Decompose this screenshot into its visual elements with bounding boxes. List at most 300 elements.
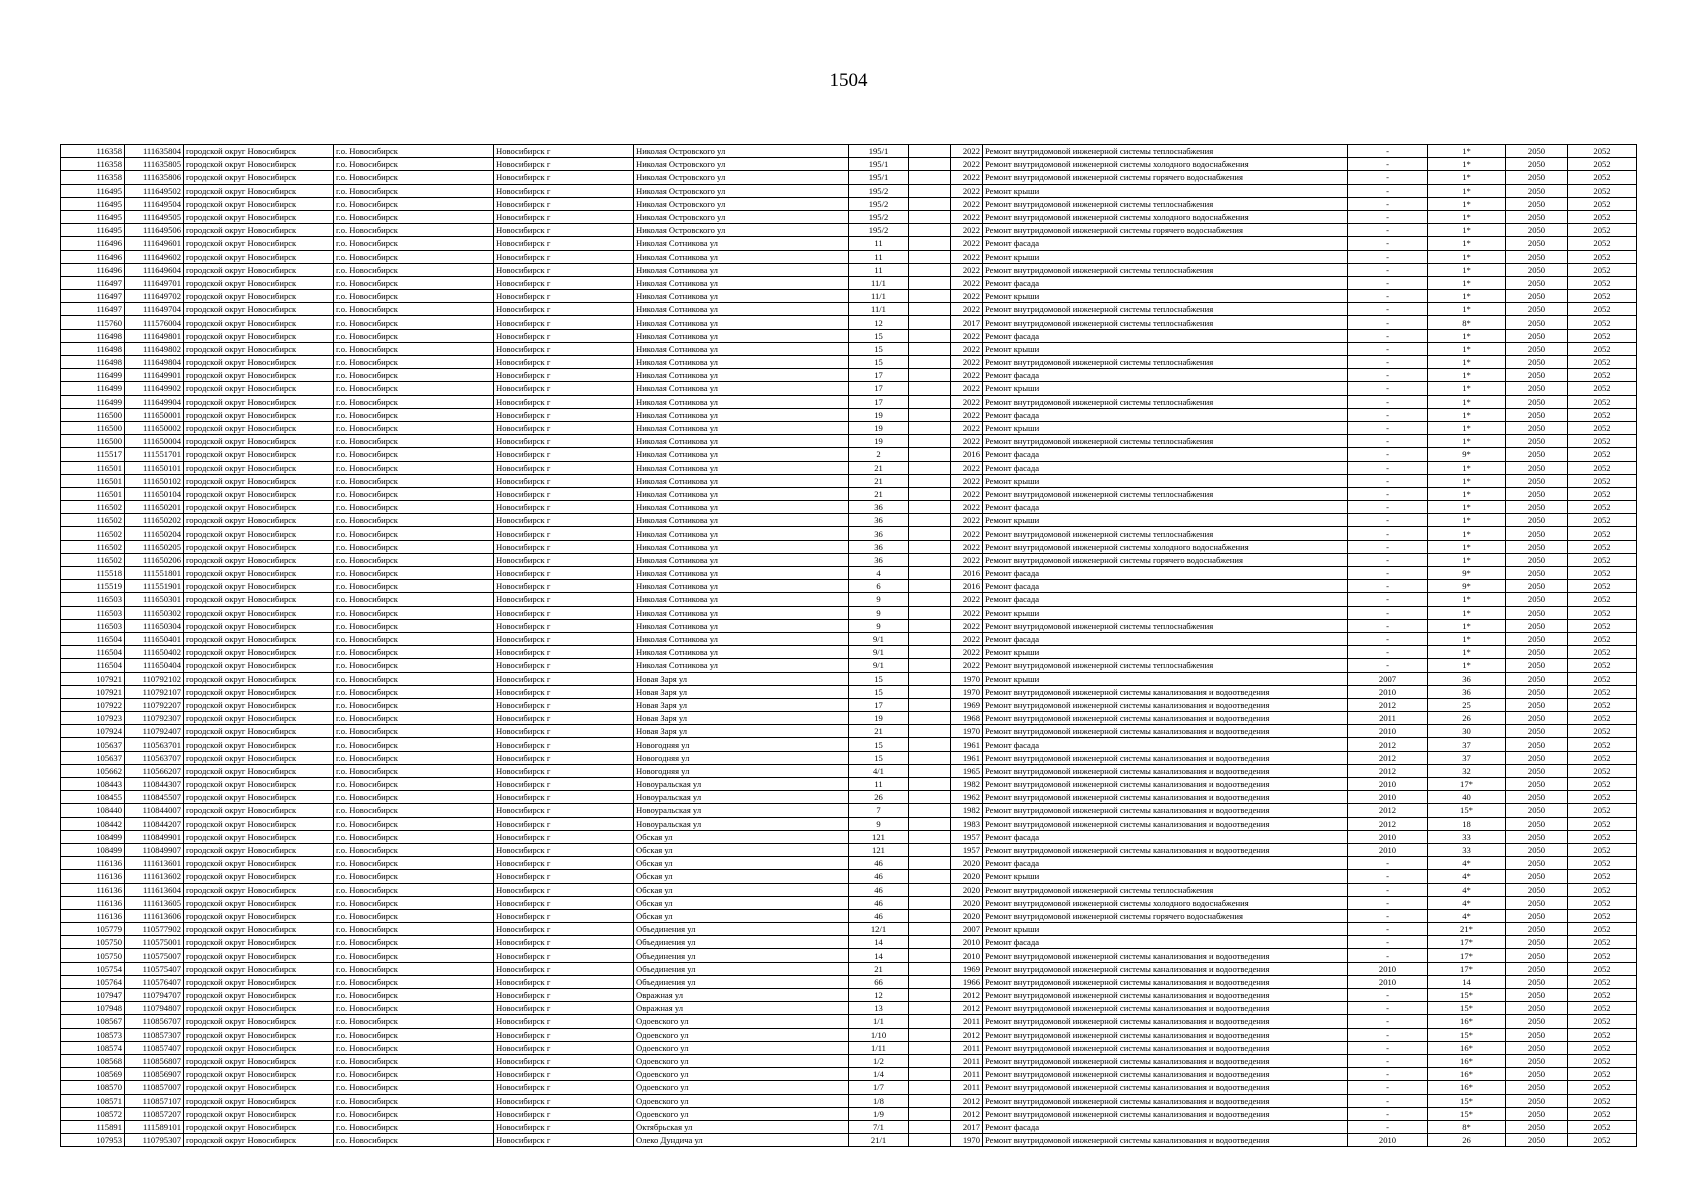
wear-percent-cell: 8* [1428,1120,1506,1133]
plan-end-year-cell: 2052 [1568,817,1637,830]
last-repair-year-cell: - [1348,237,1428,250]
plan-start-year-cell: 2050 [1506,606,1568,619]
work-type-cell: Ремонт внутридомовой инженерной системы горячего водоснабжения [983,909,1348,922]
last-repair-year-cell: - [1348,949,1428,962]
house-number-cell: 9 [849,606,909,619]
wear-percent-cell: 14 [1428,975,1506,988]
year-built-cell: 2017 [951,1120,983,1133]
building-cell [909,778,951,791]
record-id-cell: 116504 [61,632,125,645]
record-id-cell: 116495 [61,197,125,210]
building-cell [909,276,951,289]
plan-end-year-cell: 2052 [1568,263,1637,276]
year-built-cell: 1961 [951,738,983,751]
house-number-cell: 17 [849,382,909,395]
table-row [61,1015,1637,1028]
plan-end-year-cell: 2052 [1568,342,1637,355]
work-id-cell: 110575001 [125,936,184,949]
work-type-cell: Ремонт фасада [983,738,1348,751]
plan-end-year-cell: 2052 [1568,646,1637,659]
building-cell [909,421,951,434]
house-number-cell: 1/1 [849,1015,909,1028]
building-cell [909,316,951,329]
last-repair-year-cell: - [1348,527,1428,540]
municipal-unit-cell: г.о. Новосибирск [334,474,494,487]
plan-start-year-cell: 2050 [1506,1107,1568,1120]
settlement-cell: Новосибирск г [494,171,634,184]
building-cell [909,1120,951,1133]
work-type-cell: Ремонт внутридомовой инженерной системы канализования и водоотведения [983,685,1348,698]
year-built-cell: 1970 [951,672,983,685]
work-type-cell: Ремонт внутридомовой инженерной системы горячего водоснабжения [983,224,1348,237]
plan-start-year-cell: 2050 [1506,197,1568,210]
work-type-cell: Ремонт внутридомовой инженерной системы канализования и водоотведения [983,817,1348,830]
plan-end-year-cell: 2052 [1568,738,1637,751]
wear-percent-cell: 1* [1428,290,1506,303]
record-id-cell: 105764 [61,975,125,988]
plan-start-year-cell: 2050 [1506,567,1568,580]
work-type-cell: Ремонт внутридомовой инженерной системы канализования и водоотведения [983,1054,1348,1067]
year-built-cell: 2022 [951,527,983,540]
house-number-cell: 195/2 [849,197,909,210]
plan-end-year-cell: 2052 [1568,1134,1637,1147]
year-built-cell: 2022 [951,329,983,342]
settlement-cell: Новосибирск г [494,817,634,830]
municipality-cell: городской округ Новосибирск [184,1081,334,1094]
last-repair-year-cell: - [1348,896,1428,909]
work-id-cell: 111650304 [125,619,184,632]
year-built-cell: 1966 [951,975,983,988]
house-number-cell: 12 [849,316,909,329]
work-id-cell: 111650301 [125,593,184,606]
settlement-cell: Новосибирск г [494,580,634,593]
municipality-cell: городской округ Новосибирск [184,843,334,856]
settlement-cell: Новосибирск г [494,421,634,434]
municipality-cell: городской округ Новосибирск [184,224,334,237]
municipal-unit-cell: г.о. Новосибирск [334,1002,494,1015]
wear-percent-cell: 1* [1428,421,1506,434]
settlement-cell: Новосибирск г [494,145,634,158]
year-built-cell: 2022 [951,421,983,434]
work-id-cell: 111649506 [125,224,184,237]
plan-start-year-cell: 2050 [1506,1015,1568,1028]
record-id-cell: 105754 [61,962,125,975]
plan-start-year-cell: 2050 [1506,791,1568,804]
plan-end-year-cell: 2052 [1568,290,1637,303]
record-id-cell: 116500 [61,421,125,434]
wear-percent-cell: 26 [1428,1134,1506,1147]
record-id-cell: 108455 [61,791,125,804]
municipality-cell: городской округ Новосибирск [184,923,334,936]
municipality-cell: городской округ Новосибирск [184,883,334,896]
municipal-unit-cell: г.о. Новосибирск [334,870,494,883]
year-built-cell: 2020 [951,909,983,922]
house-number-cell: 4/1 [849,764,909,777]
municipal-unit-cell: г.о. Новосибирск [334,408,494,421]
street-cell: Николая Островского ул [634,184,849,197]
settlement-cell: Новосибирск г [494,369,634,382]
plan-start-year-cell: 2050 [1506,712,1568,725]
last-repair-year-cell: - [1348,369,1428,382]
building-cell [909,830,951,843]
municipality-cell: городской округ Новосибирск [184,527,334,540]
plan-end-year-cell: 2052 [1568,197,1637,210]
year-built-cell: 2016 [951,580,983,593]
settlement-cell: Новосибирск г [494,738,634,751]
municipality-cell: городской округ Новосибирск [184,250,334,263]
plan-start-year-cell: 2050 [1506,962,1568,975]
building-cell [909,1134,951,1147]
plan-end-year-cell: 2052 [1568,501,1637,514]
plan-end-year-cell: 2052 [1568,619,1637,632]
work-type-cell: Ремонт фасада [983,448,1348,461]
record-id-cell: 107947 [61,989,125,1002]
street-cell: Николая Сотникова ул [634,580,849,593]
year-built-cell: 2007 [951,923,983,936]
plan-end-year-cell: 2052 [1568,369,1637,382]
wear-percent-cell: 9* [1428,448,1506,461]
municipal-unit-cell: г.о. Новосибирск [334,1134,494,1147]
plan-end-year-cell: 2052 [1568,567,1637,580]
record-id-cell: 116502 [61,514,125,527]
plan-end-year-cell: 2052 [1568,962,1637,975]
municipality-cell: городской округ Новосибирск [184,303,334,316]
last-repair-year-cell: 2010 [1348,685,1428,698]
table-row [61,791,1637,804]
plan-end-year-cell: 2052 [1568,276,1637,289]
street-cell: Николая Сотникова ул [634,316,849,329]
last-repair-year-cell: - [1348,1107,1428,1120]
year-built-cell: 1970 [951,1134,983,1147]
plan-start-year-cell: 2050 [1506,514,1568,527]
work-type-cell: Ремонт крыши [983,382,1348,395]
work-type-cell: Ремонт внутридомовой инженерной системы канализования и водоотведения [983,1041,1348,1054]
year-built-cell: 2022 [951,250,983,263]
settlement-cell: Новосибирск г [494,487,634,500]
last-repair-year-cell: - [1348,316,1428,329]
plan-start-year-cell: 2050 [1506,857,1568,870]
street-cell: Николая Сотникова ул [634,619,849,632]
work-type-cell: Ремонт фасада [983,329,1348,342]
work-id-cell: 111650205 [125,540,184,553]
work-type-cell: Ремонт внутридомовой инженерной системы холодного водоснабжения [983,540,1348,553]
municipal-unit-cell: г.о. Новосибирск [334,791,494,804]
plan-start-year-cell: 2050 [1506,276,1568,289]
street-cell: Николая Сотникова ул [634,593,849,606]
municipal-unit-cell: г.о. Новосибирск [334,461,494,474]
building-cell [909,672,951,685]
record-id-cell: 107922 [61,698,125,711]
house-number-cell: 11 [849,237,909,250]
building-cell [909,738,951,751]
last-repair-year-cell: - [1348,224,1428,237]
work-id-cell: 110795307 [125,1134,184,1147]
work-id-cell: 110576407 [125,975,184,988]
year-built-cell: 2022 [951,263,983,276]
plan-end-year-cell: 2052 [1568,778,1637,791]
year-built-cell: 2022 [951,593,983,606]
municipality-cell: городской округ Новосибирск [184,171,334,184]
municipality-cell: городской округ Новосибирск [184,1054,334,1067]
municipal-unit-cell: г.о. Новосибирск [334,342,494,355]
last-repair-year-cell: - [1348,395,1428,408]
street-cell: Обская ул [634,857,849,870]
record-id-cell: 105662 [61,764,125,777]
building-cell [909,843,951,856]
municipality-cell: городской округ Новосибирск [184,857,334,870]
year-built-cell: 2010 [951,949,983,962]
street-cell: Николая Островского ул [634,158,849,171]
building-cell [909,197,951,210]
last-repair-year-cell: - [1348,553,1428,566]
record-id-cell: 116502 [61,540,125,553]
year-built-cell: 2020 [951,883,983,896]
street-cell: Николая Сотникова ул [634,448,849,461]
year-built-cell: 2022 [951,553,983,566]
plan-start-year-cell: 2050 [1506,1094,1568,1107]
table-row [61,870,1637,883]
house-number-cell: 21 [849,725,909,738]
building-cell [909,382,951,395]
street-cell: Николая Сотникова ул [634,329,849,342]
house-number-cell: 21 [849,461,909,474]
building-cell [909,962,951,975]
last-repair-year-cell: - [1348,303,1428,316]
work-type-cell: Ремонт внутридомовой инженерной системы теплоснабжения [983,527,1348,540]
plan-end-year-cell: 2052 [1568,857,1637,870]
building-cell [909,408,951,421]
plan-end-year-cell: 2052 [1568,461,1637,474]
table-row [61,619,1637,632]
work-id-cell: 111649504 [125,197,184,210]
table-row [61,567,1637,580]
municipal-unit-cell: г.о. Новосибирск [334,237,494,250]
settlement-cell: Новосибирск г [494,923,634,936]
year-built-cell: 1969 [951,698,983,711]
work-type-cell: Ремонт фасада [983,1120,1348,1133]
building-cell [909,804,951,817]
plan-end-year-cell: 2052 [1568,1068,1637,1081]
last-repair-year-cell: 2010 [1348,962,1428,975]
work-type-cell: Ремонт внутридомовой инженерной системы теплоснабжения [983,303,1348,316]
building-cell [909,1002,951,1015]
building-cell [909,989,951,1002]
record-id-cell: 116502 [61,501,125,514]
last-repair-year-cell: - [1348,435,1428,448]
last-repair-year-cell: - [1348,448,1428,461]
plan-start-year-cell: 2050 [1506,830,1568,843]
building-cell [909,540,951,553]
wear-percent-cell: 1* [1428,356,1506,369]
work-type-cell: Ремонт внутридомовой инженерной системы холодного водоснабжения [983,158,1348,171]
municipal-unit-cell: г.о. Новосибирск [334,712,494,725]
year-built-cell: 2017 [951,316,983,329]
plan-end-year-cell: 2052 [1568,1028,1637,1041]
plan-start-year-cell: 2050 [1506,685,1568,698]
plan-start-year-cell: 2050 [1506,408,1568,421]
wear-percent-cell: 1* [1428,487,1506,500]
municipality-cell: городской округ Новосибирск [184,619,334,632]
record-id-cell: 108572 [61,1107,125,1120]
plan-start-year-cell: 2050 [1506,553,1568,566]
municipality-cell: городской округ Новосибирск [184,540,334,553]
street-cell: Николая Сотникова ул [634,487,849,500]
municipality-cell: городской округ Новосибирск [184,421,334,434]
wear-percent-cell: 1* [1428,224,1506,237]
building-cell [909,870,951,883]
plan-end-year-cell: 2052 [1568,751,1637,764]
work-id-cell: 111650004 [125,435,184,448]
municipal-unit-cell: г.о. Новосибирск [334,540,494,553]
year-built-cell: 2022 [951,474,983,487]
record-id-cell: 116500 [61,435,125,448]
table-row [61,883,1637,896]
house-number-cell: 1/4 [849,1068,909,1081]
municipal-unit-cell: г.о. Новосибирск [334,725,494,738]
plan-start-year-cell: 2050 [1506,421,1568,434]
street-cell: Николая Сотникова ул [634,237,849,250]
table-row [61,237,1637,250]
table-row [61,1068,1637,1081]
work-type-cell: Ремонт фасада [983,461,1348,474]
work-type-cell: Ремонт внутридомовой инженерной системы канализования и водоотведения [983,791,1348,804]
plan-end-year-cell: 2052 [1568,593,1637,606]
municipality-cell: городской округ Новосибирск [184,672,334,685]
building-cell [909,461,951,474]
work-type-cell: Ремонт внутридомовой инженерной системы канализования и водоотведения [983,962,1348,975]
wear-percent-cell: 15* [1428,1107,1506,1120]
last-repair-year-cell: - [1348,659,1428,672]
street-cell: Новогодняя ул [634,738,849,751]
settlement-cell: Новосибирск г [494,514,634,527]
work-id-cell: 111649502 [125,184,184,197]
municipality-cell: городской округ Новосибирск [184,290,334,303]
work-id-cell: 110849901 [125,830,184,843]
street-cell: Николая Сотникова ул [634,250,849,263]
street-cell: Николая Сотникова ул [634,382,849,395]
settlement-cell: Новосибирск г [494,474,634,487]
last-repair-year-cell: - [1348,263,1428,276]
work-id-cell: 110575007 [125,949,184,962]
municipality-cell: городской округ Новосибирск [184,698,334,711]
last-repair-year-cell: - [1348,567,1428,580]
building-cell [909,949,951,962]
plan-end-year-cell: 2052 [1568,421,1637,434]
house-number-cell: 19 [849,421,909,434]
wear-percent-cell: 1* [1428,395,1506,408]
table-row [61,514,1637,527]
record-id-cell: 116503 [61,619,125,632]
house-number-cell: 9/1 [849,659,909,672]
wear-percent-cell: 1* [1428,474,1506,487]
street-cell: Объединения ул [634,923,849,936]
work-type-cell: Ремонт крыши [983,474,1348,487]
house-number-cell: 9 [849,593,909,606]
settlement-cell: Новосибирск г [494,1054,634,1067]
work-type-cell: Ремонт крыши [983,290,1348,303]
municipality-cell: городской округ Новосибирск [184,936,334,949]
register-table [60,144,1637,1147]
work-id-cell: 111649702 [125,290,184,303]
municipal-unit-cell: г.о. Новосибирск [334,1120,494,1133]
year-built-cell: 2022 [951,276,983,289]
record-id-cell: 116496 [61,263,125,276]
last-repair-year-cell: - [1348,514,1428,527]
work-id-cell: 111650001 [125,408,184,421]
work-id-cell: 111551801 [125,567,184,580]
last-repair-year-cell: - [1348,461,1428,474]
year-built-cell: 1983 [951,817,983,830]
house-number-cell: 6 [849,580,909,593]
record-id-cell: 108570 [61,1081,125,1094]
work-id-cell: 110792107 [125,685,184,698]
plan-start-year-cell: 2050 [1506,1134,1568,1147]
municipal-unit-cell: г.о. Новосибирск [334,936,494,949]
settlement-cell: Новосибирск г [494,632,634,645]
wear-percent-cell: 1* [1428,197,1506,210]
work-id-cell: 110857207 [125,1107,184,1120]
work-id-cell: 111613606 [125,909,184,922]
table-row [61,356,1637,369]
wear-percent-cell: 32 [1428,764,1506,777]
street-cell: Одоевского ул [634,1107,849,1120]
work-type-cell: Ремонт крыши [983,923,1348,936]
municipality-cell: городской округ Новосибирск [184,975,334,988]
work-id-cell: 111650104 [125,487,184,500]
table-row [61,224,1637,237]
plan-start-year-cell: 2050 [1506,619,1568,632]
table-row [61,936,1637,949]
municipal-unit-cell: г.о. Новосибирск [334,619,494,632]
wear-percent-cell: 1* [1428,184,1506,197]
street-cell: Новая Заря ул [634,698,849,711]
street-cell: Новая Заря ул [634,685,849,698]
record-id-cell: 105750 [61,949,125,962]
building-cell [909,923,951,936]
last-repair-year-cell: - [1348,342,1428,355]
work-type-cell: Ремонт фасада [983,408,1348,421]
table-row [61,857,1637,870]
street-cell: Николая Сотникова ул [634,527,849,540]
settlement-cell: Новосибирск г [494,237,634,250]
wear-percent-cell: 16* [1428,1068,1506,1081]
wear-percent-cell: 17* [1428,962,1506,975]
year-built-cell: 2022 [951,514,983,527]
work-id-cell: 111551901 [125,580,184,593]
last-repair-year-cell: - [1348,1041,1428,1054]
last-repair-year-cell: - [1348,619,1428,632]
record-id-cell: 116497 [61,303,125,316]
work-id-cell: 111613605 [125,896,184,909]
wear-percent-cell: 8* [1428,316,1506,329]
plan-end-year-cell: 2052 [1568,448,1637,461]
municipal-unit-cell: г.о. Новосибирск [334,527,494,540]
wear-percent-cell: 1* [1428,158,1506,171]
house-number-cell: 11 [849,778,909,791]
municipal-unit-cell: г.о. Новосибирск [334,197,494,210]
record-id-cell: 107953 [61,1134,125,1147]
street-cell: Николая Сотникова ул [634,501,849,514]
wear-percent-cell: 15* [1428,989,1506,1002]
house-number-cell: 1/9 [849,1107,909,1120]
settlement-cell: Новосибирск г [494,751,634,764]
plan-end-year-cell: 2052 [1568,580,1637,593]
last-repair-year-cell: - [1348,632,1428,645]
year-built-cell: 1957 [951,830,983,843]
building-cell [909,474,951,487]
settlement-cell: Новосибирск г [494,619,634,632]
table-row [61,764,1637,777]
